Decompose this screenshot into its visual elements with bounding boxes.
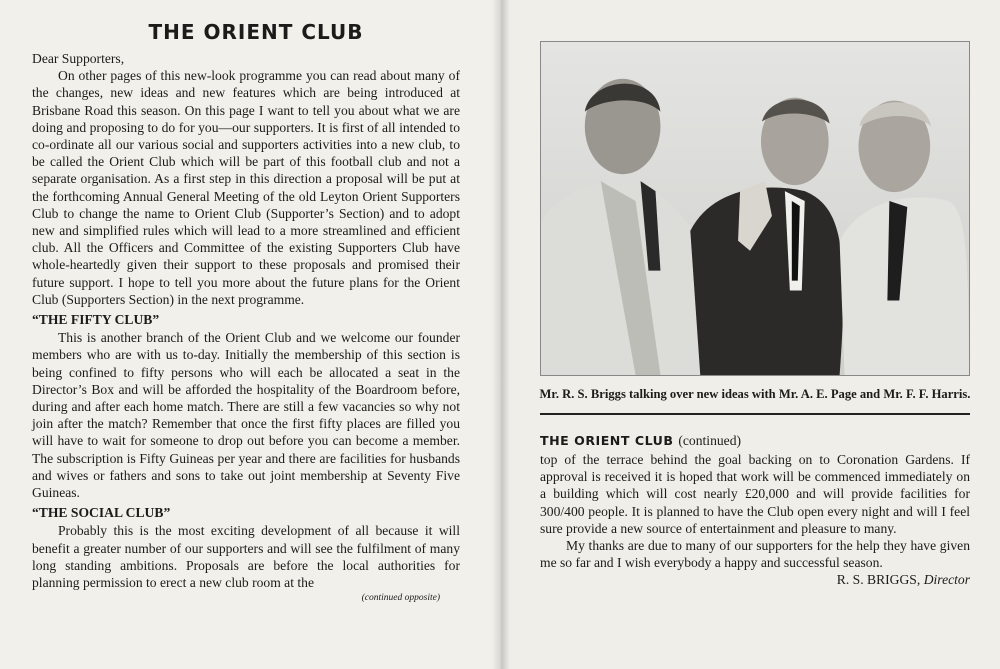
continued-note: (continued opposite) [361, 593, 440, 604]
signature-name: R. S. BRIGGS, [836, 572, 921, 588]
clubroom-paragraph: top of the terrace behind the goal backing on to Coronation Gardens. If approval is received it is hoped that work will be commenced immediately on a building which will cost nearly £20,000 and will provide facilities for 300/400 people. It is planned to have the Club open every night and will I feel sure provide a new source of entertainment and pleasure to many. [540, 452, 970, 536]
continued-heading-title: THE ORIENT CLUB [540, 433, 674, 448]
signature [540, 571, 970, 588]
page-title: THE ORIENT CLUB [148, 20, 364, 44]
right-page [500, 0, 1000, 669]
continued-heading-note: (continued) [678, 433, 742, 448]
fifty-club-paragraph: This is another branch of the Orient Club and we welcome our founder members who are with us to-day. Initially the membership of this section is being confined to fifty persons who will each be allocated a seat in the Director’s Box and will be afforded the hospitality of the Boardroom before, during and after each home match. There are still a few vacancies so why not join after the match? Remember that once the first fifty places are filled you will have to wait for someone to drop out before you can become a member. The subscription is Fifty Guineas per year and there are facilities for husbands and wives or fathers and sons to take out joint membership at Seventy Five Guineas. [32, 330, 460, 501]
fifty-club-heading: “THE FIFTY CLUB” [32, 312, 160, 328]
divider-rule [540, 413, 970, 415]
continued-heading [540, 433, 970, 449]
photo-caption: Mr. R. S. Briggs talking over new ideas with Mr. A. E. Page and Mr. F. F. Harris. [539, 387, 971, 401]
signature-role: Director [923, 572, 970, 588]
social-club-heading: “THE SOCIAL CLUB” [32, 505, 171, 521]
social-club-paragraph: Probably this is the most exciting development of all because it will benefit a greater number of our supporters and will see the fulfilment of many long standing ambitions. Proposals are before the local authorities for planning permission to erect a new club room at the [32, 523, 460, 591]
intro-paragraph: On other pages of this new-look programme you can read about many of the changes, new ideas and new features which are being introduced at Brisbane Road this season. On this page I want to tell you about what we are doing and proposing to do for you—our supporters. It is first of all intended to co-ordinate all our various social and supporters activities into a new club, to be called the Orient Club which will be part of this football club and not a separate organisation. As a first step in this direction a proposal will be put at the forthcoming Annual General Meeting of the old Leyton Orient Supporters Club to change the name to Orient Club (Supporter’s Section) and to adopt new and simplified rules which will lead to a more streamlined and efficient club. All the Officers and Committee of the existing Supporters Club have whole-heartedly given their support to these proposals and promised their future support. I hope to tell you more about the future plans for the Orient Club (Supporters Section) in the next programme. [32, 68, 460, 307]
directors-photo [540, 41, 970, 376]
thanks-paragraph: My thanks are due to many of our supporters for the help they have given me so far and I wish everybody a happy and successful season. [540, 538, 970, 571]
salutation: Dear Supporters, [32, 51, 125, 66]
